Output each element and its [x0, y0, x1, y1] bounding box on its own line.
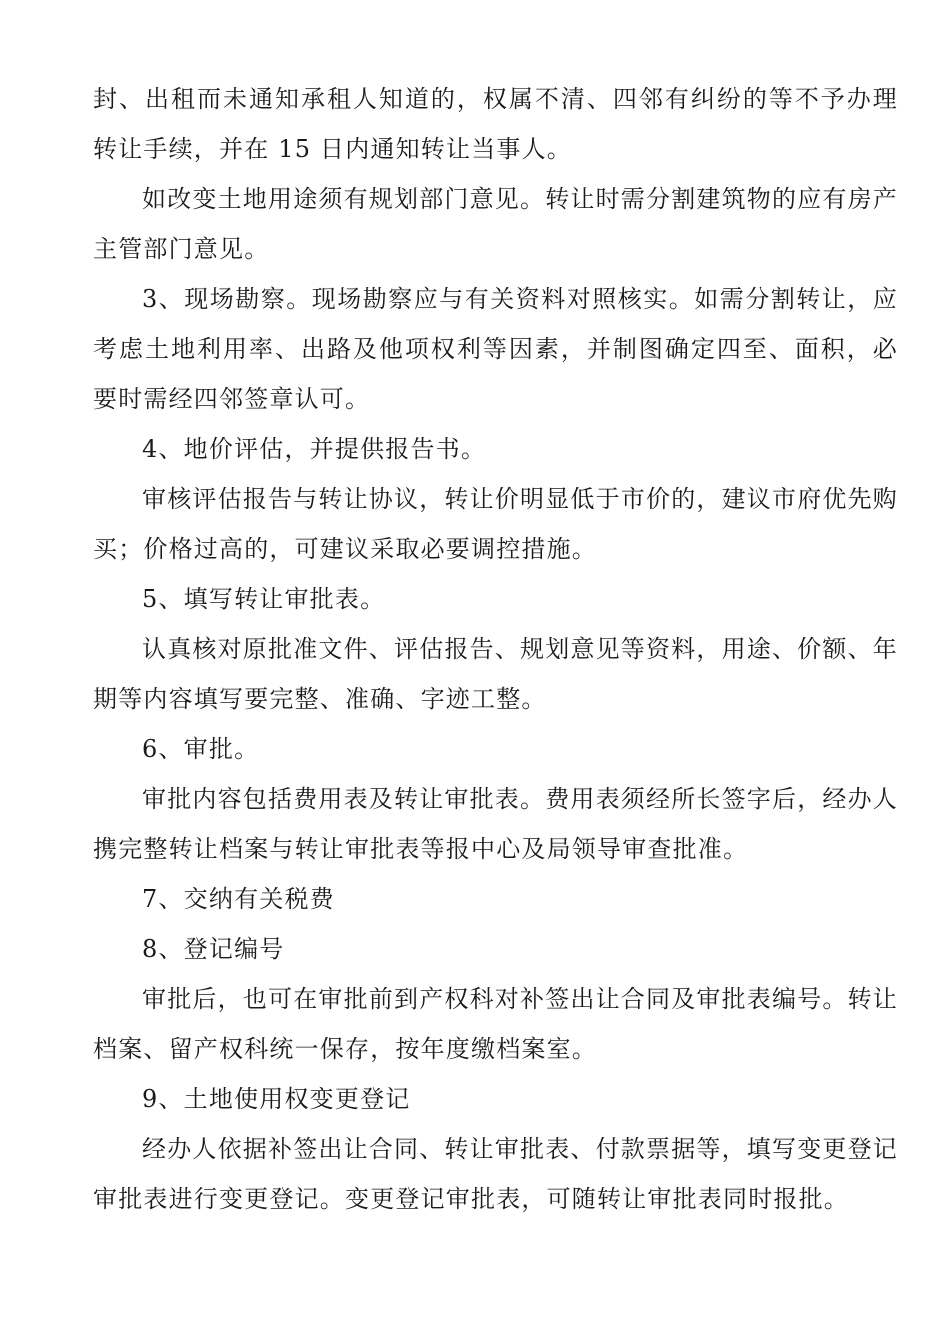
paragraph-14: 经办人依据补签出让合同、转让审批表、付款票据等，填写变更登记审批表进行变更登记。变更登记审批表，可随转让审批表同时报批。: [93, 1135, 898, 1213]
paragraph-11: 8、登记编号: [142, 935, 285, 963]
paragraph-2: 如改变土地用途须有规划部门意见。转让时需分割建筑物的应有房产主管部门意见。: [93, 185, 898, 263]
paragraph-10: 7、交纳有关税费: [142, 885, 335, 913]
paragraph-9: 审批内容包括费用表及转让审批表。费用表须经所长签字后，经办人携完整转让档案与转让审批表等报中心及局领导审查批准。: [93, 785, 898, 863]
paragraph-6: 5、填写转让审批表。: [142, 585, 386, 613]
paragraph-4: 4、地价评估，并提供报告书。: [142, 435, 487, 463]
paragraph-1: 封、出租而未通知承租人知道的，权属不清、四邻有纠纷的等不予办理转让手续，并在 15 日内通知转让当事人。: [93, 85, 898, 163]
paragraph-8: 6、审批。: [142, 735, 260, 763]
document-body: [93, 74, 898, 1224]
paragraph-13: 9、土地使用权变更登记: [142, 1085, 411, 1113]
paragraph-7: 认真核对原批准文件、评估报告、规划意见等资料，用途、价额、年期等内容填写要完整、准确、字迹工整。: [93, 635, 898, 713]
paragraph-12: 审批后，也可在审批前到产权科对补签出让合同及审批表编号。转让档案、留产权科统一保存，按年度缴档案室。: [93, 985, 898, 1063]
paragraph-5: 审核评估报告与转让协议，转让价明显低于市价的，建议市府优先购买；价格过高的，可建议采取必要调控措施。: [93, 485, 898, 563]
paragraph-3: 3、现场勘察。现场勘察应与有关资料对照核实。如需分割转让，应考虑土地利用率、出路及他项权利等因素，并制图确定四至、面积，必要时需经四邻签章认可。: [93, 285, 898, 413]
